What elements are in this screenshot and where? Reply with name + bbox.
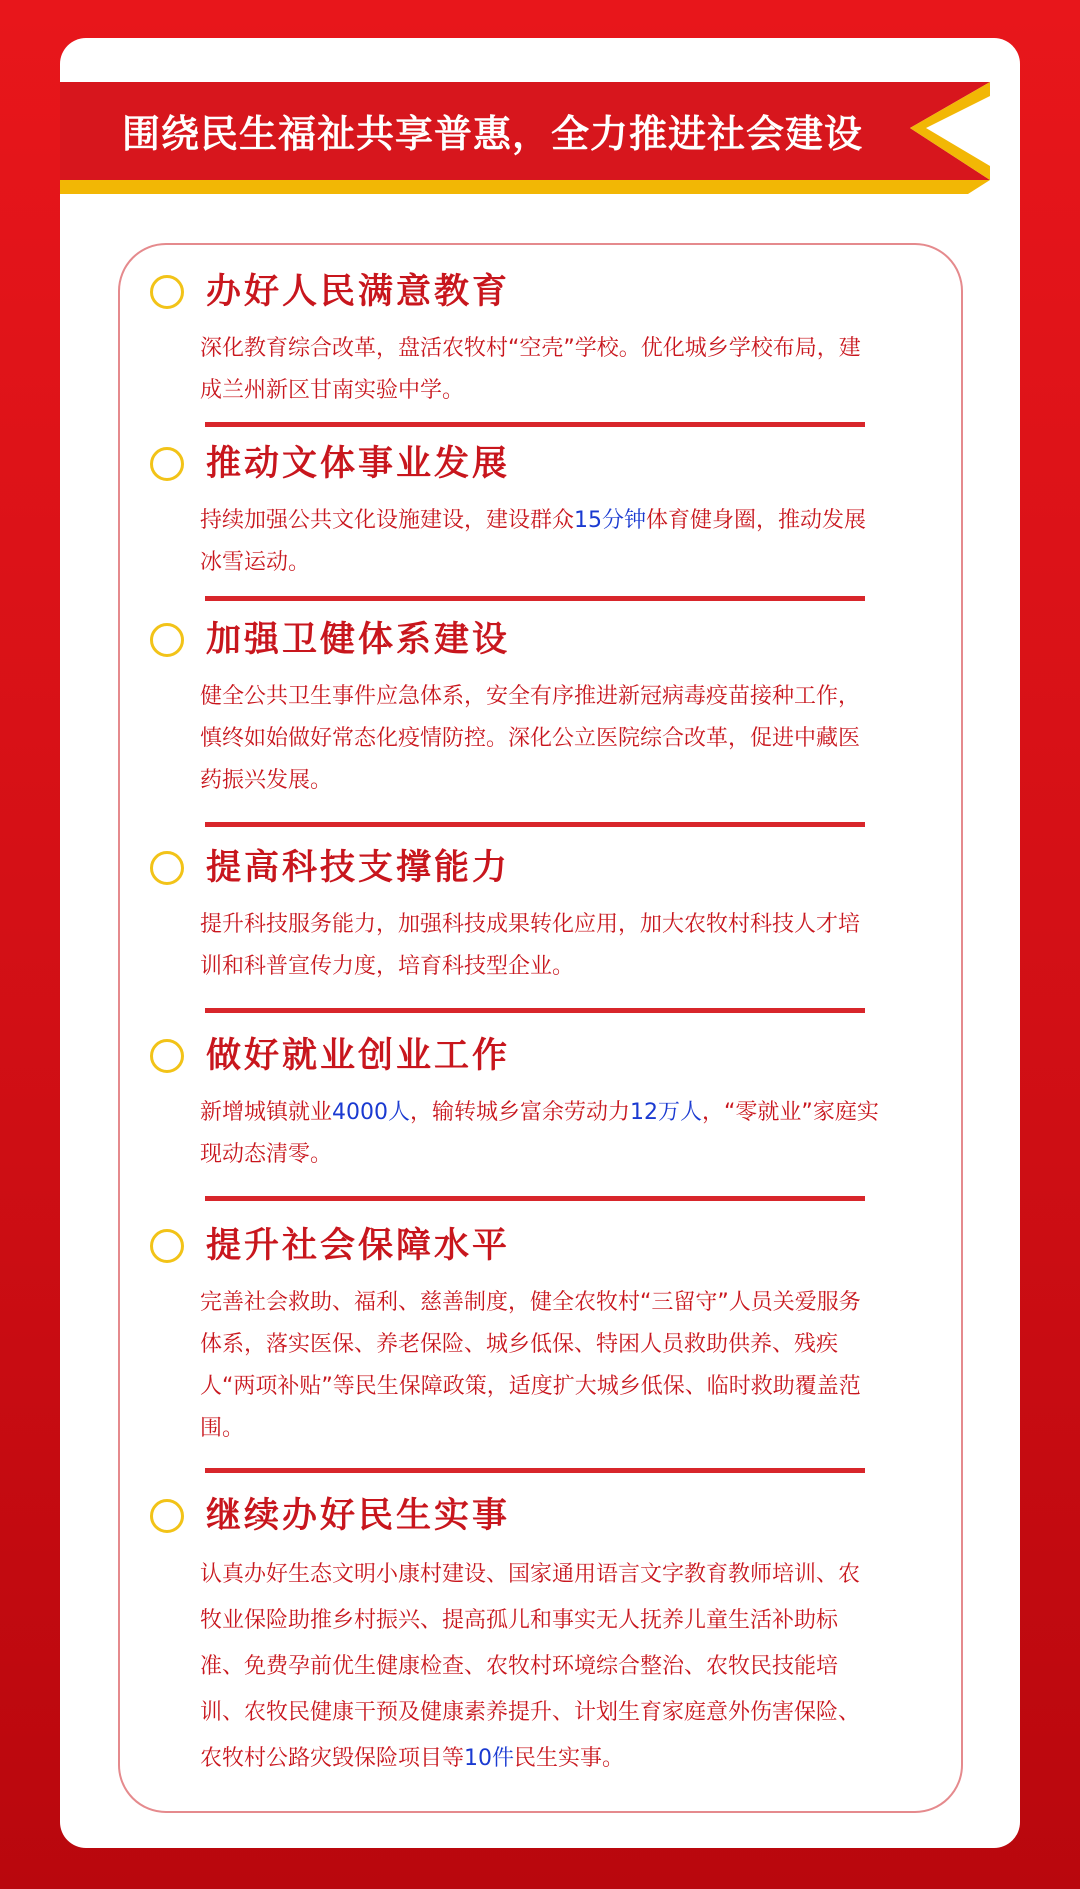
body-text: 持续加强公共文化设施建设，建设群众 (200, 508, 575, 533)
section-body (200, 1092, 880, 1176)
section-body: 提升科技服务能力，加强科技成果转化应用，加大农牧村科技人才培训和科普宣传力度，培育科技型企业。 (200, 912, 861, 979)
section-title: 提高科技支撑能力 (206, 848, 511, 888)
circle-bullet-icon (150, 447, 184, 481)
circle-bullet-icon (150, 1039, 184, 1073)
section-divider (205, 596, 865, 601)
section-title: 加强卫健体系建设 (206, 620, 511, 660)
section-divider (205, 822, 865, 827)
section-body: 健全公共卫生事件应急体系，安全有序推进新冠病毒疫苗接种工作，慎终如始做好常态化疫情防控。深化公立医院综合改革，促进中藏医药振兴发展。 (200, 684, 861, 793)
section-header (150, 1030, 880, 1086)
section-employment (150, 1030, 880, 1176)
section-education (150, 266, 880, 412)
section-divider (205, 1196, 865, 1201)
section-social-security (150, 1220, 880, 1450)
body-text: 体育健身圈，推动发展冰雪运动。 (200, 508, 867, 575)
section-divider (205, 1008, 865, 1013)
section-title: 办好人民满意教育 (206, 272, 511, 312)
section-header (150, 614, 880, 670)
body-text: ，输转城乡富余劳动力 (410, 1100, 631, 1125)
body-text: 认真办好生态文明小康村建设、国家通用语言文字教育教师培训、农牧业保险助推乡村振兴、提高孤儿和事实无人抚养儿童生活补助标准、免费孕前优生健康检查、农牧村环境综合整治、农牧民技能培训、农牧民健康干预及健康素养提升、计划生育家庭意外伤害保险、农牧村公路灾毁保险项目等 (200, 1562, 861, 1771)
circle-bullet-icon (150, 623, 184, 657)
section-body (200, 500, 880, 584)
body-text: 民生实事。 (514, 1746, 625, 1771)
section-title: 做好就业创业工作 (206, 1036, 511, 1076)
section-header (150, 266, 880, 322)
banner-title: 围绕民生福祉共享普惠，全力推进社会建设 (122, 112, 864, 156)
section-divider (205, 422, 865, 427)
section-body: 深化教育综合改革，盘活农牧村“空壳”学校。优化城乡学校布局，建成兰州新区甘南实验中学。 (200, 336, 861, 403)
section-livelihood-projects (150, 1490, 880, 1782)
title-banner (60, 82, 990, 197)
section-title: 提升社会保障水平 (206, 1226, 511, 1266)
circle-bullet-icon (150, 1499, 184, 1533)
section-header (150, 438, 880, 494)
section-body (200, 1552, 880, 1782)
section-health (150, 614, 880, 802)
section-body: 完善社会救助、福利、慈善制度，健全农牧村“三留守”人员关爱服务体系，落实医保、养老保险、城乡低保、特困人员救助供养、残疾人“两项补贴”等民生保障政策，适度扩大城乡低保、临时救助覆盖范围。 (200, 1290, 861, 1441)
circle-bullet-icon (150, 851, 184, 885)
highlight-text: 15分钟 (574, 508, 647, 533)
section-header (150, 842, 880, 898)
section-header (150, 1220, 880, 1276)
circle-bullet-icon (150, 275, 184, 309)
circle-bullet-icon (150, 1229, 184, 1263)
section-header (150, 1490, 880, 1546)
section-culture-sports (150, 438, 880, 584)
highlight-text: 12万人 (630, 1100, 703, 1125)
section-technology (150, 842, 880, 988)
section-divider (205, 1468, 865, 1473)
body-text: ，“零就业”家庭实现动态清零。 (200, 1100, 879, 1167)
section-title: 继续办好民生实事 (206, 1496, 511, 1536)
highlight-text: 4000人 (332, 1100, 411, 1125)
highlight-text: 10件 (464, 1746, 515, 1771)
section-title: 推动文体事业发展 (206, 444, 511, 484)
body-text: 新增城镇就业 (200, 1100, 333, 1125)
